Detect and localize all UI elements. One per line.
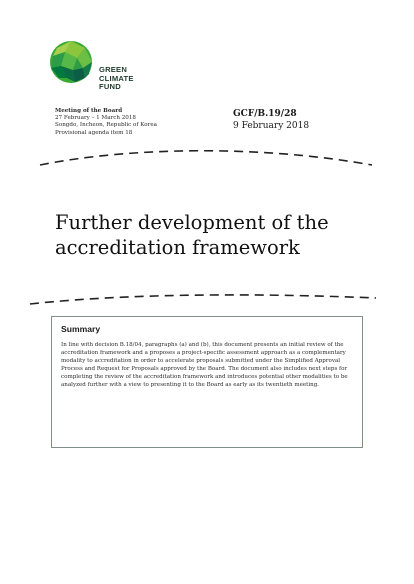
document-reference <box>233 109 309 132</box>
summary-heading: Summary <box>61 324 101 334</box>
top-wave-divider <box>0 143 414 171</box>
logo-line-green: GREEN <box>99 65 128 74</box>
logo-line-climate: CLIMATE <box>99 73 134 83</box>
bottom-wave-divider <box>0 290 414 312</box>
gcf-globe-logo-icon <box>49 40 93 84</box>
logo-line-fund: FUND <box>99 82 121 92</box>
meeting-dates: 27 February – 1 March 2018 <box>55 115 136 122</box>
document-title-line-1: Further development of the <box>55 211 329 234</box>
gcf-logo <box>49 40 189 96</box>
summary-box <box>51 316 363 448</box>
summary-text: In line with decision B.18/04, paragraphs (a) and (b), this document presents an initial review of the accreditation framework and a proposes a project-specific assessment approach as a complementary modality to accreditation in order to accelerate proposals submitted under the Simplified Approval Process and Request for Proposals approved by the Board. The document also includes next steps for completing the review of the accreditation framework and introduces potential other modalities to be analyzed further with a view to presenting it to the Board as early as its twentieth meeting. <box>61 342 348 388</box>
document-date: 9 February 2018 <box>233 120 310 131</box>
meeting-agenda-item: Provisional agenda item 18 <box>55 129 133 136</box>
document-code: GCF/B.19/28 <box>233 109 297 119</box>
document-title <box>55 210 375 260</box>
meeting-location: Songdo, Incheon, Republic of Korea <box>55 122 157 129</box>
meeting-title: Meeting of the Board <box>55 108 123 114</box>
meeting-info <box>55 108 157 137</box>
document-title-line-2: accreditation framework <box>55 236 300 259</box>
logo-wordmark <box>99 66 134 92</box>
